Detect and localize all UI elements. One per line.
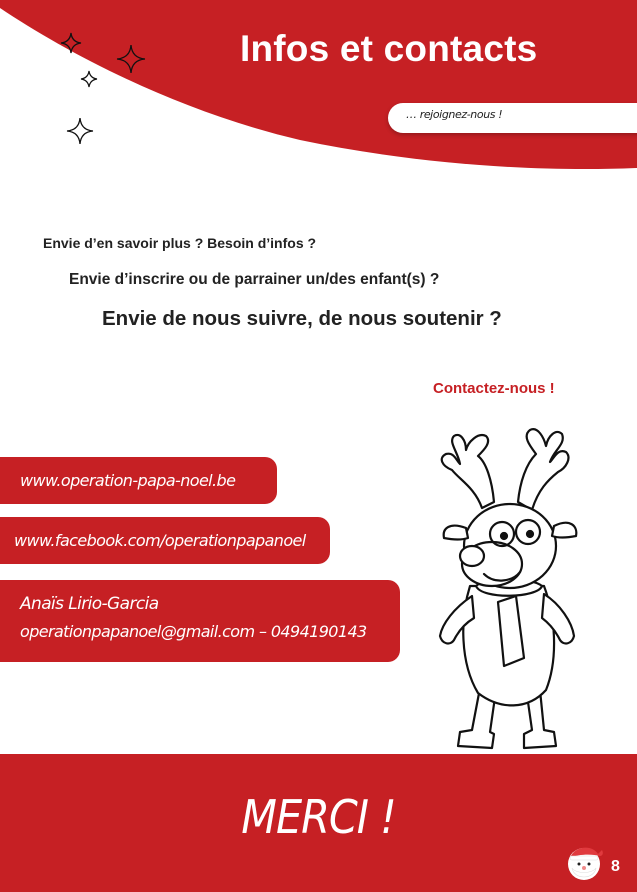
website-link[interactable] <box>0 457 277 504</box>
question-enroll: Envie d’inscrire ou de parrainer un/des enfant(s) ? <box>69 271 440 288</box>
contact-card <box>0 580 400 662</box>
page-title: Infos et contacts <box>240 28 538 69</box>
sparkle-star-icon <box>66 117 94 145</box>
question-info: Envie d’en savoir plus ? Besoin d’infos ? <box>43 235 317 251</box>
contact-email-phone[interactable]: operationpapanoel@gmail.com – 0494190143 <box>20 622 367 641</box>
tagline: … rejoignez-nous ! <box>406 108 503 121</box>
sparkle-star-icon <box>80 70 98 88</box>
page-number: 8 <box>611 858 620 875</box>
sparkle-star-icon <box>116 44 146 74</box>
facebook-url: www.facebook.com/operationpapanoel <box>14 531 306 550</box>
reindeer-illustration <box>420 418 590 763</box>
contact-cta: Contactez-nous ! <box>433 380 555 397</box>
thanks-heading: MERCI ! <box>241 790 396 844</box>
facebook-link[interactable] <box>0 517 330 564</box>
sparkle-star-icon <box>60 32 82 54</box>
santa-face-icon <box>562 840 606 884</box>
website-url: www.operation-papa-noel.be <box>20 471 236 490</box>
contact-name: Anaïs Lirio-Garcia <box>20 594 159 614</box>
question-support: Envie de nous suivre, de nous soutenir ? <box>102 307 502 330</box>
